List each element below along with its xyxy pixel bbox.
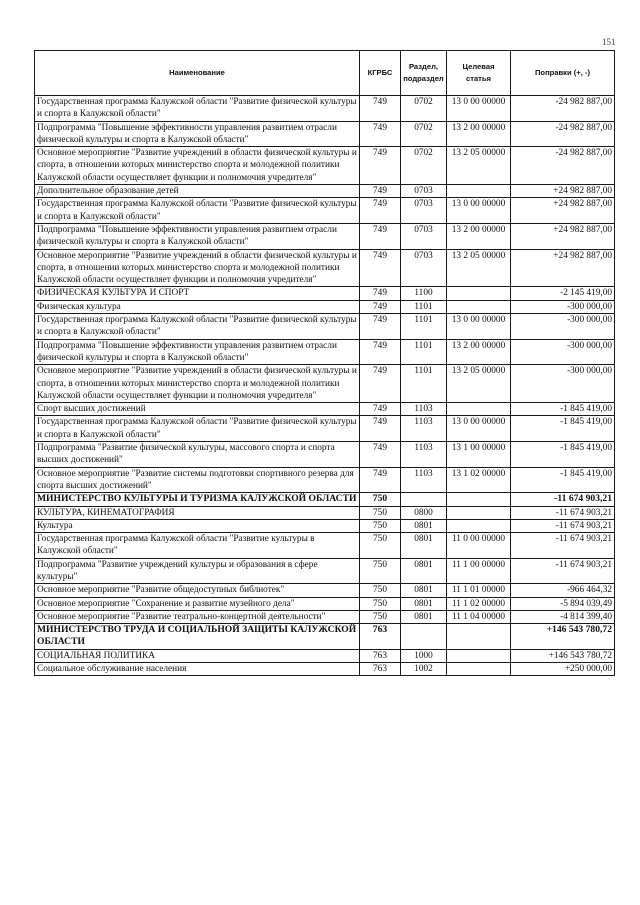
row-section: 1002 <box>401 663 447 676</box>
row-article <box>447 519 511 532</box>
table-row <box>35 403 615 416</box>
row-kgrbs: 750 <box>360 610 401 623</box>
row-name: Дополнительное образование детей <box>35 185 360 198</box>
row-section: 0703 <box>401 223 447 249</box>
row-section: 1101 <box>401 314 447 340</box>
row-name: Основное мероприятие "Развитие учреждений в области физической культуры и спорта, в отношении которых министерство спорта и молодежной политики Калужской области осуществляет функции и полномочия учредителя" <box>35 249 360 287</box>
row-article <box>447 287 511 300</box>
row-amount: +24 982 887,00 <box>511 223 615 249</box>
row-amount: -11 674 903,21 <box>511 506 615 519</box>
row-kgrbs: 749 <box>360 287 401 300</box>
row-amount: +24 982 887,00 <box>511 185 615 198</box>
table-row <box>35 584 615 597</box>
table-header-row <box>35 51 615 96</box>
row-name: Физическая культура <box>35 300 360 313</box>
table-row <box>35 185 615 198</box>
row-amount: -11 674 903,21 <box>511 493 615 506</box>
row-section: 0702 <box>401 147 447 185</box>
row-article: 13 2 05 00000 <box>447 249 511 287</box>
table-row <box>35 249 615 287</box>
row-amount: -300 000,00 <box>511 314 615 340</box>
row-name: Государственная программа Калужской области "Развитие физической культуры и спорта в Калужской области" <box>35 96 360 122</box>
table-row <box>35 314 615 340</box>
row-kgrbs: 749 <box>360 467 401 493</box>
table-row <box>35 442 615 468</box>
row-amount: -4 814 399,40 <box>511 610 615 623</box>
row-name: Социальное обслуживание населения <box>35 663 360 676</box>
row-name: Основное мероприятие "Развитие учреждений в области физической культуры и спорта, в отношении которых министерство спорта и молодежной политики Калужской области осуществляет функции и полномочия учредителя" <box>35 365 360 403</box>
row-amount: -1 845 419,00 <box>511 442 615 468</box>
row-section: 1000 <box>401 649 447 662</box>
row-kgrbs: 749 <box>360 198 401 224</box>
row-name: СОЦИАЛЬНАЯ ПОЛИТИКА <box>35 649 360 662</box>
row-amount: +24 982 887,00 <box>511 198 615 224</box>
row-amount: -11 674 903,21 <box>511 533 615 559</box>
header-amount: Поправки (+, -) <box>511 51 615 96</box>
row-article <box>447 506 511 519</box>
row-name: Подпрограмма "Повышение эффективности управления развитием отрасли физической культуры и спорта в Калужской области" <box>35 223 360 249</box>
row-section: 0801 <box>401 519 447 532</box>
row-kgrbs: 749 <box>360 314 401 340</box>
row-amount: -300 000,00 <box>511 300 615 313</box>
table-row <box>35 300 615 313</box>
table-row <box>35 287 615 300</box>
row-section: 1101 <box>401 300 447 313</box>
row-article <box>447 403 511 416</box>
row-name: Основное мероприятие "Развитие театрально-концертной деятельности" <box>35 610 360 623</box>
row-amount: -11 674 903,21 <box>511 558 615 584</box>
row-kgrbs: 749 <box>360 121 401 147</box>
budget-amendments-table <box>34 50 615 676</box>
row-kgrbs: 763 <box>360 624 401 650</box>
page-number: 151 <box>602 37 616 47</box>
row-kgrbs: 749 <box>360 223 401 249</box>
row-article: 13 1 02 00000 <box>447 467 511 493</box>
table-row <box>35 493 615 506</box>
row-section: 0801 <box>401 584 447 597</box>
row-article: 11 1 04 00000 <box>447 610 511 623</box>
table-row <box>35 198 615 224</box>
row-section: 1100 <box>401 287 447 300</box>
table-row <box>35 558 615 584</box>
table-row <box>35 506 615 519</box>
row-name: Спорт высших достижений <box>35 403 360 416</box>
row-amount: +250 000,00 <box>511 663 615 676</box>
row-section: 1103 <box>401 442 447 468</box>
header-name: Наименование <box>35 51 360 96</box>
table-row <box>35 533 615 559</box>
table-row <box>35 365 615 403</box>
row-kgrbs: 749 <box>360 403 401 416</box>
row-name: Основное мероприятие "Развитие системы подготовки спортивного резерва для спорта высших достижений" <box>35 467 360 493</box>
row-section: 1101 <box>401 339 447 365</box>
table-row <box>35 223 615 249</box>
table-row <box>35 610 615 623</box>
row-section: 1103 <box>401 416 447 442</box>
row-amount: +146 543 780,72 <box>511 649 615 662</box>
row-amount: -11 674 903,21 <box>511 519 615 532</box>
row-section: 0703 <box>401 198 447 224</box>
row-article <box>447 624 511 650</box>
row-article: 13 0 00 00000 <box>447 198 511 224</box>
row-kgrbs: 749 <box>360 416 401 442</box>
row-amount: -1 845 419,00 <box>511 467 615 493</box>
header-article: Целевая статья <box>447 51 511 96</box>
row-amount: -966 464,32 <box>511 584 615 597</box>
row-section: 0801 <box>401 533 447 559</box>
row-section: 0801 <box>401 558 447 584</box>
row-amount: -24 982 887,00 <box>511 96 615 122</box>
row-article: 13 2 00 00000 <box>447 121 511 147</box>
row-article: 13 2 00 00000 <box>447 223 511 249</box>
row-section: 0801 <box>401 610 447 623</box>
table-row <box>35 597 615 610</box>
row-article: 11 0 00 00000 <box>447 533 511 559</box>
row-name: Государственная программа Калужской области "Развитие физической культуры и спорта в Калужской области" <box>35 416 360 442</box>
row-name: Государственная программа Калужской области "Развитие культуры в Калужской области" <box>35 533 360 559</box>
row-name: ФИЗИЧЕСКАЯ КУЛЬТУРА И СПОРТ <box>35 287 360 300</box>
row-kgrbs: 750 <box>360 597 401 610</box>
row-kgrbs: 750 <box>360 519 401 532</box>
row-amount: -5 894 039,49 <box>511 597 615 610</box>
table-row <box>35 649 615 662</box>
row-article: 11 1 02 00000 <box>447 597 511 610</box>
row-kgrbs: 749 <box>360 249 401 287</box>
row-kgrbs: 763 <box>360 663 401 676</box>
row-kgrbs: 749 <box>360 339 401 365</box>
row-kgrbs: 749 <box>360 365 401 403</box>
row-amount: -24 982 887,00 <box>511 121 615 147</box>
row-article: 13 1 00 00000 <box>447 442 511 468</box>
table-row <box>35 416 615 442</box>
row-amount: -2 145 419,00 <box>511 287 615 300</box>
table-row <box>35 147 615 185</box>
row-article <box>447 649 511 662</box>
row-article: 13 0 00 00000 <box>447 416 511 442</box>
row-amount: +146 543 780,72 <box>511 624 615 650</box>
header-section: Раздел, подраздел <box>401 51 447 96</box>
table-row <box>35 96 615 122</box>
row-article: 13 0 00 00000 <box>447 96 511 122</box>
row-section: 1103 <box>401 403 447 416</box>
table-row <box>35 467 615 493</box>
row-amount: -1 845 419,00 <box>511 403 615 416</box>
row-name: МИНИСТЕРСТВО ТРУДА И СОЦИАЛЬНОЙ ЗАЩИТЫ КАЛУЖСКОЙ ОБЛАСТИ <box>35 624 360 650</box>
table-row <box>35 624 615 650</box>
row-kgrbs: 749 <box>360 147 401 185</box>
table-row <box>35 663 615 676</box>
row-name: Подпрограмма "Повышение эффективности управления развитием отрасли физической культуры и спорта в Калужской области" <box>35 339 360 365</box>
row-article <box>447 300 511 313</box>
row-name: КУЛЬТУРА, КИНЕМАТОГРАФИЯ <box>35 506 360 519</box>
table-row <box>35 519 615 532</box>
row-amount: +24 982 887,00 <box>511 249 615 287</box>
row-article: 13 0 00 00000 <box>447 314 511 340</box>
row-name: МИНИСТЕРСТВО КУЛЬТУРЫ И ТУРИЗМА КАЛУЖСКОЙ ОБЛАСТИ <box>35 493 360 506</box>
row-kgrbs: 750 <box>360 584 401 597</box>
row-kgrbs: 749 <box>360 185 401 198</box>
row-section: 0702 <box>401 121 447 147</box>
row-name: Государственная программа Калужской области "Развитие физической культуры и спорта в Калужской области" <box>35 198 360 224</box>
row-kgrbs: 749 <box>360 96 401 122</box>
row-amount: -300 000,00 <box>511 365 615 403</box>
row-kgrbs: 750 <box>360 558 401 584</box>
row-kgrbs: 749 <box>360 442 401 468</box>
row-kgrbs: 749 <box>360 300 401 313</box>
row-section <box>401 624 447 650</box>
row-kgrbs: 763 <box>360 649 401 662</box>
row-article: 13 2 05 00000 <box>447 147 511 185</box>
row-article <box>447 185 511 198</box>
row-amount: -24 982 887,00 <box>511 147 615 185</box>
row-article <box>447 663 511 676</box>
row-name: Подпрограмма "Развитие физической культуры, массового спорта и спорта высших достижений" <box>35 442 360 468</box>
row-article: 11 1 01 00000 <box>447 584 511 597</box>
row-article: 13 2 00 00000 <box>447 339 511 365</box>
table-row <box>35 121 615 147</box>
row-section: 0703 <box>401 185 447 198</box>
row-section: 0800 <box>401 506 447 519</box>
row-name: Подпрограмма "Повышение эффективности управления развитием отрасли физической культуры и спорта в Калужской области" <box>35 121 360 147</box>
row-amount: -300 000,00 <box>511 339 615 365</box>
row-kgrbs: 750 <box>360 533 401 559</box>
row-kgrbs: 750 <box>360 493 401 506</box>
row-name: Основное мероприятие "Сохранение и развитие музейного дела" <box>35 597 360 610</box>
row-section: 0702 <box>401 96 447 122</box>
header-kgrbs: КГРБС <box>360 51 401 96</box>
row-kgrbs: 750 <box>360 506 401 519</box>
row-article: 11 1 00 00000 <box>447 558 511 584</box>
row-section <box>401 493 447 506</box>
row-name: Основное мероприятие "Развитие учреждений в области физической культуры и спорта, в отношении которых министерство спорта и молодежной политики Калужской области осуществляет функции и полномочия учредителя" <box>35 147 360 185</box>
row-section: 1101 <box>401 365 447 403</box>
row-name: Государственная программа Калужской области "Развитие физической культуры и спорта в Калужской области" <box>35 314 360 340</box>
table-row <box>35 339 615 365</box>
row-section: 0703 <box>401 249 447 287</box>
row-amount: -1 845 419,00 <box>511 416 615 442</box>
row-name: Основное мероприятие "Развитие общедоступных библиотек" <box>35 584 360 597</box>
row-section: 1103 <box>401 467 447 493</box>
row-name: Подпрограмма "Развитие учреждений культуры и образования в сфере культуры" <box>35 558 360 584</box>
row-article <box>447 493 511 506</box>
row-section: 0801 <box>401 597 447 610</box>
row-article: 13 2 05 00000 <box>447 365 511 403</box>
row-name: Культура <box>35 519 360 532</box>
